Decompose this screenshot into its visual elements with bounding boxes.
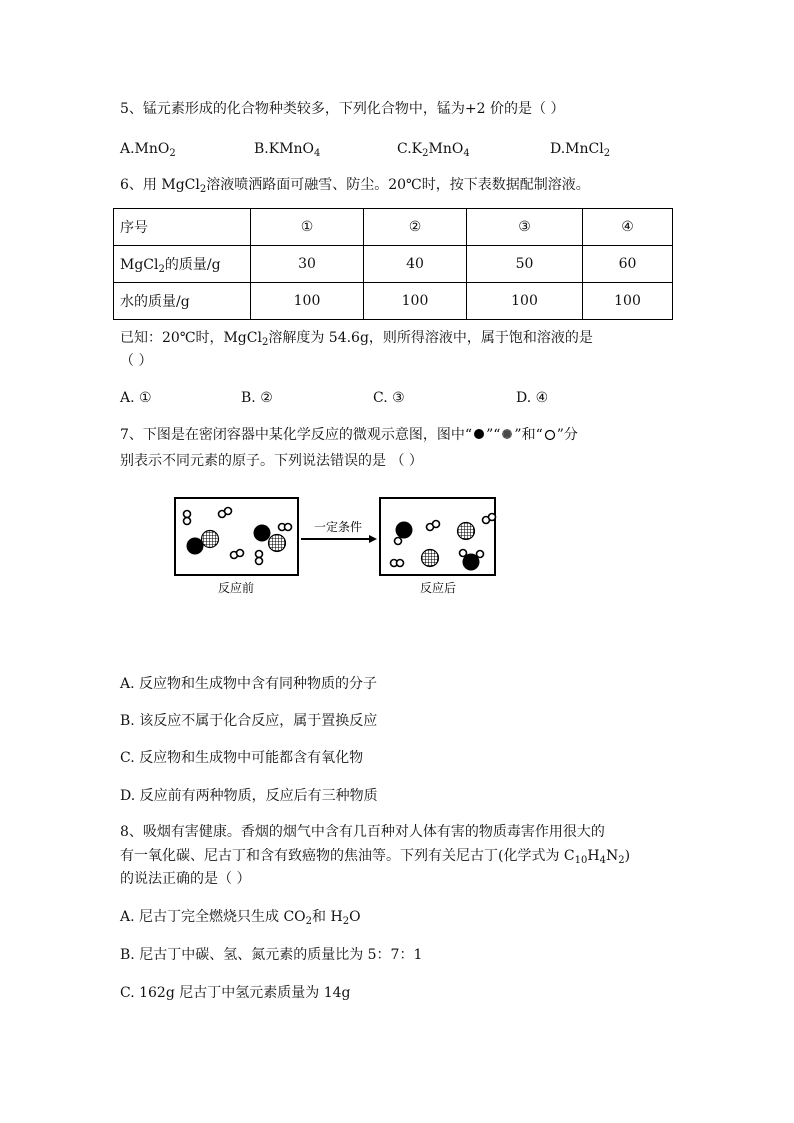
q8-option-c: C. 162g 尼古丁中氢元素质量为 14g xyxy=(120,985,351,1001)
q6-option-d: D. ④ xyxy=(516,390,549,406)
table-row xyxy=(114,283,673,320)
q8-stem-line3: 的说法正确的是（ ） xyxy=(120,871,251,887)
table-cell: 100 xyxy=(251,283,364,320)
q7-stem-line1: 7、下图是在密闭容器中某化学反应的微观示意图，图中“ ”“ ”和“ ”分 xyxy=(120,427,578,443)
table-cell: 40 xyxy=(364,246,467,283)
before-label: 反应前 xyxy=(217,581,255,595)
after-label: 反应后 xyxy=(419,581,457,595)
table-cell: 30 xyxy=(251,246,364,283)
table-cell: 60 xyxy=(583,246,673,283)
table-cell: 50 xyxy=(467,246,583,283)
table-cell: ① xyxy=(251,209,364,246)
q7-option-b: B. 该反应不属于化合反应，属于置换反应 xyxy=(120,713,378,729)
table-cell: 100 xyxy=(364,283,467,320)
black-atom-icon xyxy=(472,427,486,441)
white-atom-icon xyxy=(543,427,557,441)
q6-option-c: C. ③ xyxy=(373,390,405,406)
solution-table xyxy=(113,208,673,320)
q5-option-a: A.MnO$_2$ xyxy=(120,141,176,159)
q7-option-c: C. 反应物和生成物中可能都含有氧化物 xyxy=(120,750,364,766)
q6-stem: 6、用 MgCl$_2$溶液喷洒路面可融雪、防尘。20℃时，按下表数据配制溶液。 xyxy=(120,177,590,195)
table-cell: ④ xyxy=(583,209,673,246)
table-row xyxy=(114,209,673,246)
arrow-head-icon xyxy=(369,535,377,543)
q8-option-b: B. 尼古丁中碳、氢、氮元素的质量比为 5：7：1 xyxy=(120,947,423,963)
table-cell: ③ xyxy=(467,209,583,246)
hatched-atom-icon xyxy=(500,427,514,441)
table-cell: 水的质量/g xyxy=(114,283,251,320)
q8-option-a: A. 尼古丁完全燃烧只生成 $CO_2$和 $H_2O$ xyxy=(120,909,361,927)
q5-stem: 5、锰元素形成的化合物种类较多，下列化合物中，锰为+2 价的是（ ） xyxy=(120,101,565,117)
q5-option-d: D.MnCl$_2$ xyxy=(550,141,611,159)
table-cell: MgCl$_2$的质量/g xyxy=(114,246,251,283)
table-row xyxy=(114,246,673,283)
q6-option-b: B. ② xyxy=(241,390,273,406)
q6-known: 已知：20℃时，MgCl$_2$溶解度为 54.6g，则所得溶液中，属于饱和溶液的是 xyxy=(120,330,593,348)
reaction-diagram xyxy=(170,490,500,598)
q8-stem-line1: 8、吸烟有害健康。香烟的烟气中含有几百种对人体有害的物质毒害作用很大的 xyxy=(120,824,605,840)
q5-option-c: $C.K_2MnO_4$ xyxy=(397,141,470,159)
q8-stem-line2: 有一氧化碳、尼古丁和含有致癌物的焦油等。下列有关尼古丁(化学式为 $C_{10}H_4N_2$) xyxy=(120,848,631,866)
q7-option-d: D. 反应前有两种物质，反应后有三种物质 xyxy=(120,788,378,804)
table-cell: 序号 xyxy=(114,209,251,246)
q7-stem-line2: 别表示不同元素的原子。下列说法错误的是 （ ） xyxy=(120,453,423,469)
q6-answer-paren: （ ） xyxy=(120,353,153,369)
q5-option-b: B.KMnO$_4$ xyxy=(254,141,321,159)
condition-label: 一定条件 xyxy=(313,520,363,534)
q7-option-a: A. 反应物和生成物中含有同种物质的分子 xyxy=(120,676,378,692)
table-cell: 100 xyxy=(467,283,583,320)
q6-option-a: A. ① xyxy=(120,390,152,406)
table-cell: 100 xyxy=(583,283,673,320)
table-cell: ② xyxy=(364,209,467,246)
